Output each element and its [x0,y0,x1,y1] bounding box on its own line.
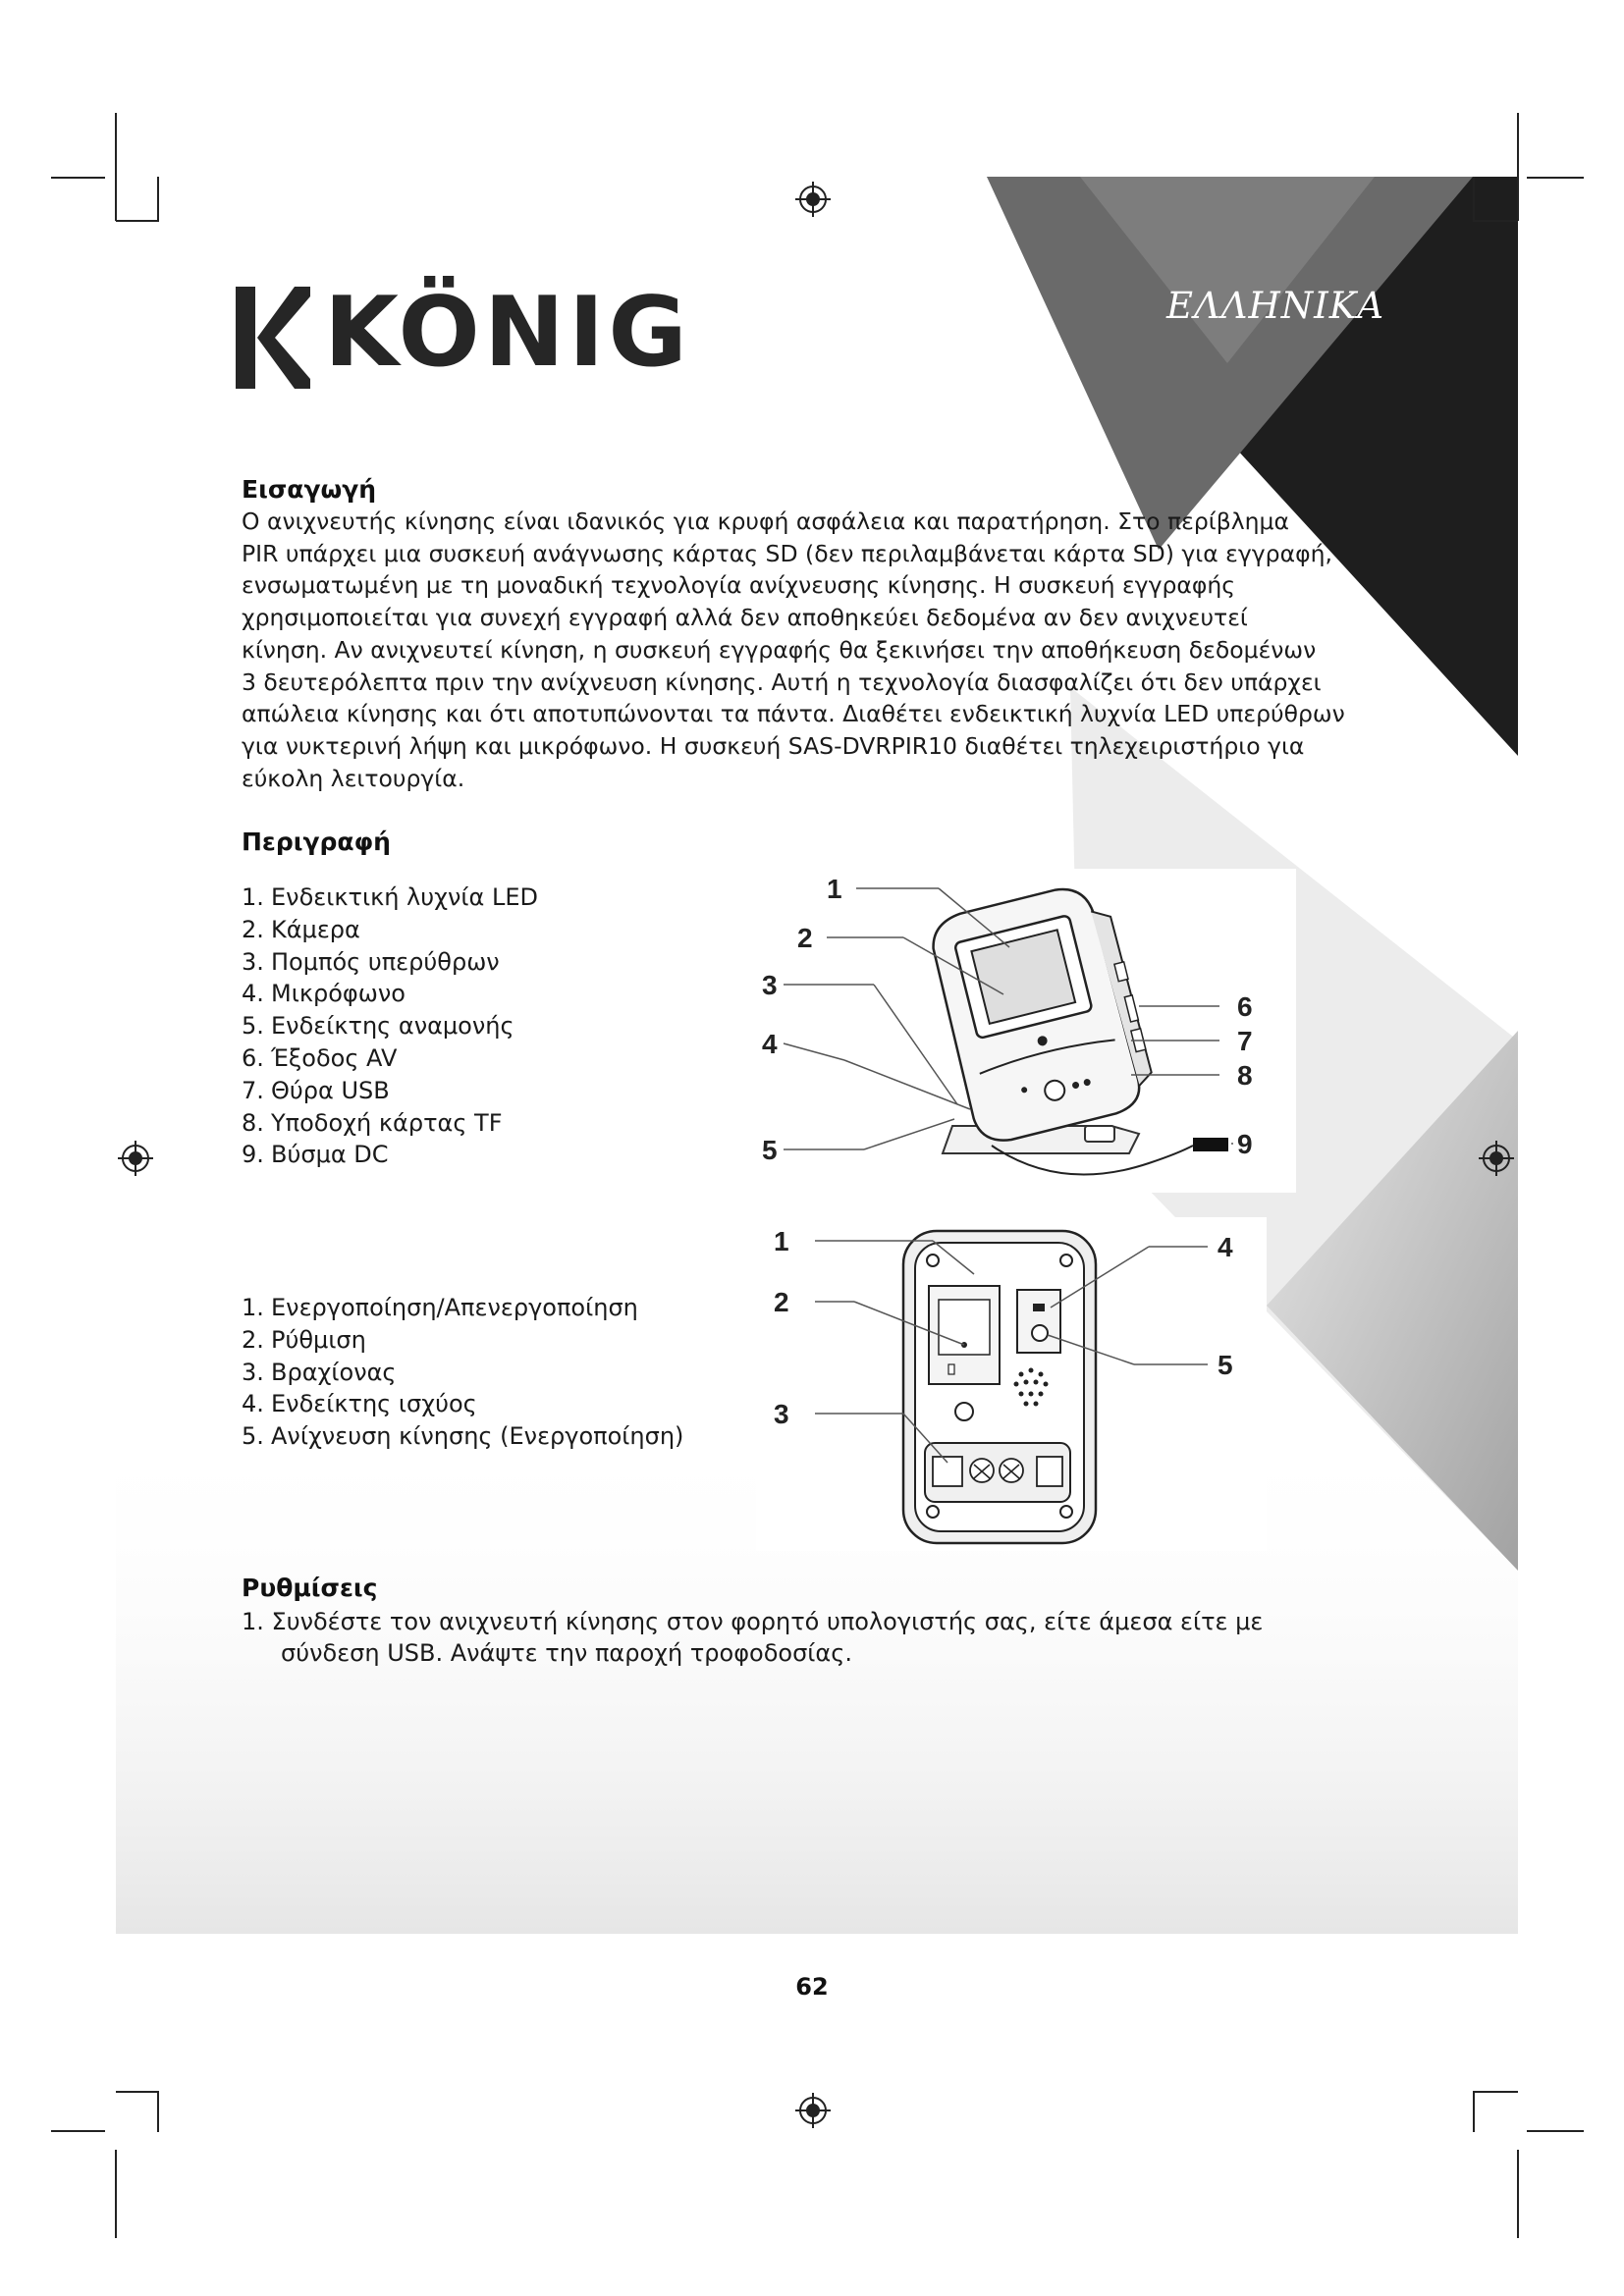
remote-parts-list [242,1292,683,1453]
diagram-callout: 2 [774,1287,789,1317]
crop-mark [115,113,117,221]
list-item: 6. Έξοδος AV [242,1043,398,1072]
intro-line: ενσωματωμένη με τη μοναδική τεχνολογία ανίχνευσης κίνησης. Η συσκευή εγγραφής [242,571,1236,600]
list-item: 4. Μικρόφωνο [242,980,406,1008]
crop-mark [157,177,159,222]
step-line: 1. Συνδέστε τον ανιχνευτή κίνησης στον φορητό υπολογιστής σας, είτε άμεσα είτε με [242,1608,1264,1635]
list-item: 5. Ανίχνευση κίνησης (Ενεργοποίηση) [242,1422,684,1451]
diagram-callout: 1 [827,874,842,904]
intro-line: για νυκτερινή λήψη και μικρόφωνο. Η συσκευή SAS-DVRPIR10 διαθέτει τηλεχειριστήριο για [242,731,1305,760]
list-item: 3. Πομπός υπερύθρων [242,947,500,976]
step-line: σύνδεση USB. Ανάψτε την παροχή τροφοδοσίας. [281,1639,852,1667]
crop-mark [116,220,159,222]
registration-mark-icon [795,2093,831,2128]
diagram-callout: 5 [1218,1350,1233,1380]
registration-mark-icon [795,182,831,217]
list-item: 7. Θύρα USB [242,1076,390,1104]
crop-mark [1517,113,1519,221]
crop-mark [1517,2150,1519,2238]
crop-mark [1527,177,1584,179]
list-item: 4. Ενδείκτης ισχύος [242,1390,477,1418]
brand-wordmark: KÖNIG [324,277,691,389]
crop-mark [1527,2130,1584,2132]
crop-mark [51,177,105,179]
diagram-callout: 5 [762,1135,778,1165]
list-item: 3. Βραχίονας [242,1358,397,1386]
language-label: ΕΛΛΗΝΙΚΑ [1166,285,1385,327]
diagram-callout: 6 [1237,991,1253,1022]
diagram-callout: 4 [762,1029,778,1059]
diagram-callout: 2 [797,923,813,953]
settings-steps [242,1606,1263,1669]
description-heading: Περιγραφή [242,828,391,856]
page-number: 62 [795,1973,829,2001]
registration-mark-icon [1479,1141,1514,1176]
list-item: 8. Υποδοχή κάρτας TF [242,1108,503,1137]
diagram-callout: 4 [1218,1232,1233,1262]
front-parts-list [242,881,538,1171]
crop-mark [51,2130,105,2132]
intro-line: 3 δευτερόλεπτα πριν την ανίχνευση κίνησης. Αυτή η τεχνολογία διασφαλίζει ότι δεν υπάρχει [242,667,1322,696]
diagram-callout: 9 [1237,1129,1253,1159]
crop-mark [1473,2091,1475,2132]
motion-detector-diagram [746,869,1296,1193]
list-item: 1. Ενδεικτική λυχνία LED [242,883,538,911]
intro-line: χρησιμοποιείται για συνεχή εγγραφή αλλά δεν αποθηκεύει δεδομένα αν δεν ανιχνευτεί [242,604,1248,632]
list-item: 2. Ρύθμιση [242,1325,366,1354]
registration-mark-icon [118,1141,153,1176]
diagram-callout: 3 [762,970,778,1000]
crop-mark [1473,2091,1518,2093]
diagram-callout: 3 [774,1399,789,1429]
diagram-callout: 1 [774,1226,789,1256]
crop-mark [115,2150,117,2238]
list-item: 1. Ενεργοποίηση/Απενεργοποίηση [242,1294,638,1321]
intro-heading: Εισαγωγή [242,475,377,504]
diagram-callout: 8 [1237,1060,1253,1091]
intro-line: PIR υπάρχει μια συσκευή ανάγνωσης κάρτας SD (δεν περιλαμβάνεται κάρτα SD) για εγγραφή, [242,539,1332,567]
list-item: 5. Ενδείκτης αναμονής [242,1012,514,1041]
intro-line: Ο ανιχνευτής κίνησης είναι ιδανικός για κρυφή ασφάλεια και παρατήρηση. Στο περίβλημα [242,507,1289,535]
crop-mark [1473,220,1518,222]
intro-line: εύκολη λειτουργία. [242,764,465,792]
intro-line: κίνηση. Αν ανιχνευτεί κίνηση, η συσκευή εγγραφής θα ξεκινήσει την αποθήκευση δεδομένων [242,635,1317,664]
crop-mark [157,2091,159,2132]
intro-line: απώλεια κίνησης και ότι αποτυπώνονται τα πάντα. Διαθέτει ενδεικτική λυχνία LED υπερύθρων [242,700,1345,728]
intro-paragraph [242,506,1345,794]
konig-logo-icon [236,287,310,389]
crop-mark [1473,177,1475,222]
list-item: 2. Κάμερα [242,915,360,943]
crop-mark [116,2091,159,2093]
diagram-callout: 7 [1237,1026,1253,1056]
settings-heading: Ρυθμίσεις [242,1574,378,1602]
back-panel-diagram [756,1217,1267,1551]
list-item: 9. Βύσμα DC [242,1141,389,1169]
